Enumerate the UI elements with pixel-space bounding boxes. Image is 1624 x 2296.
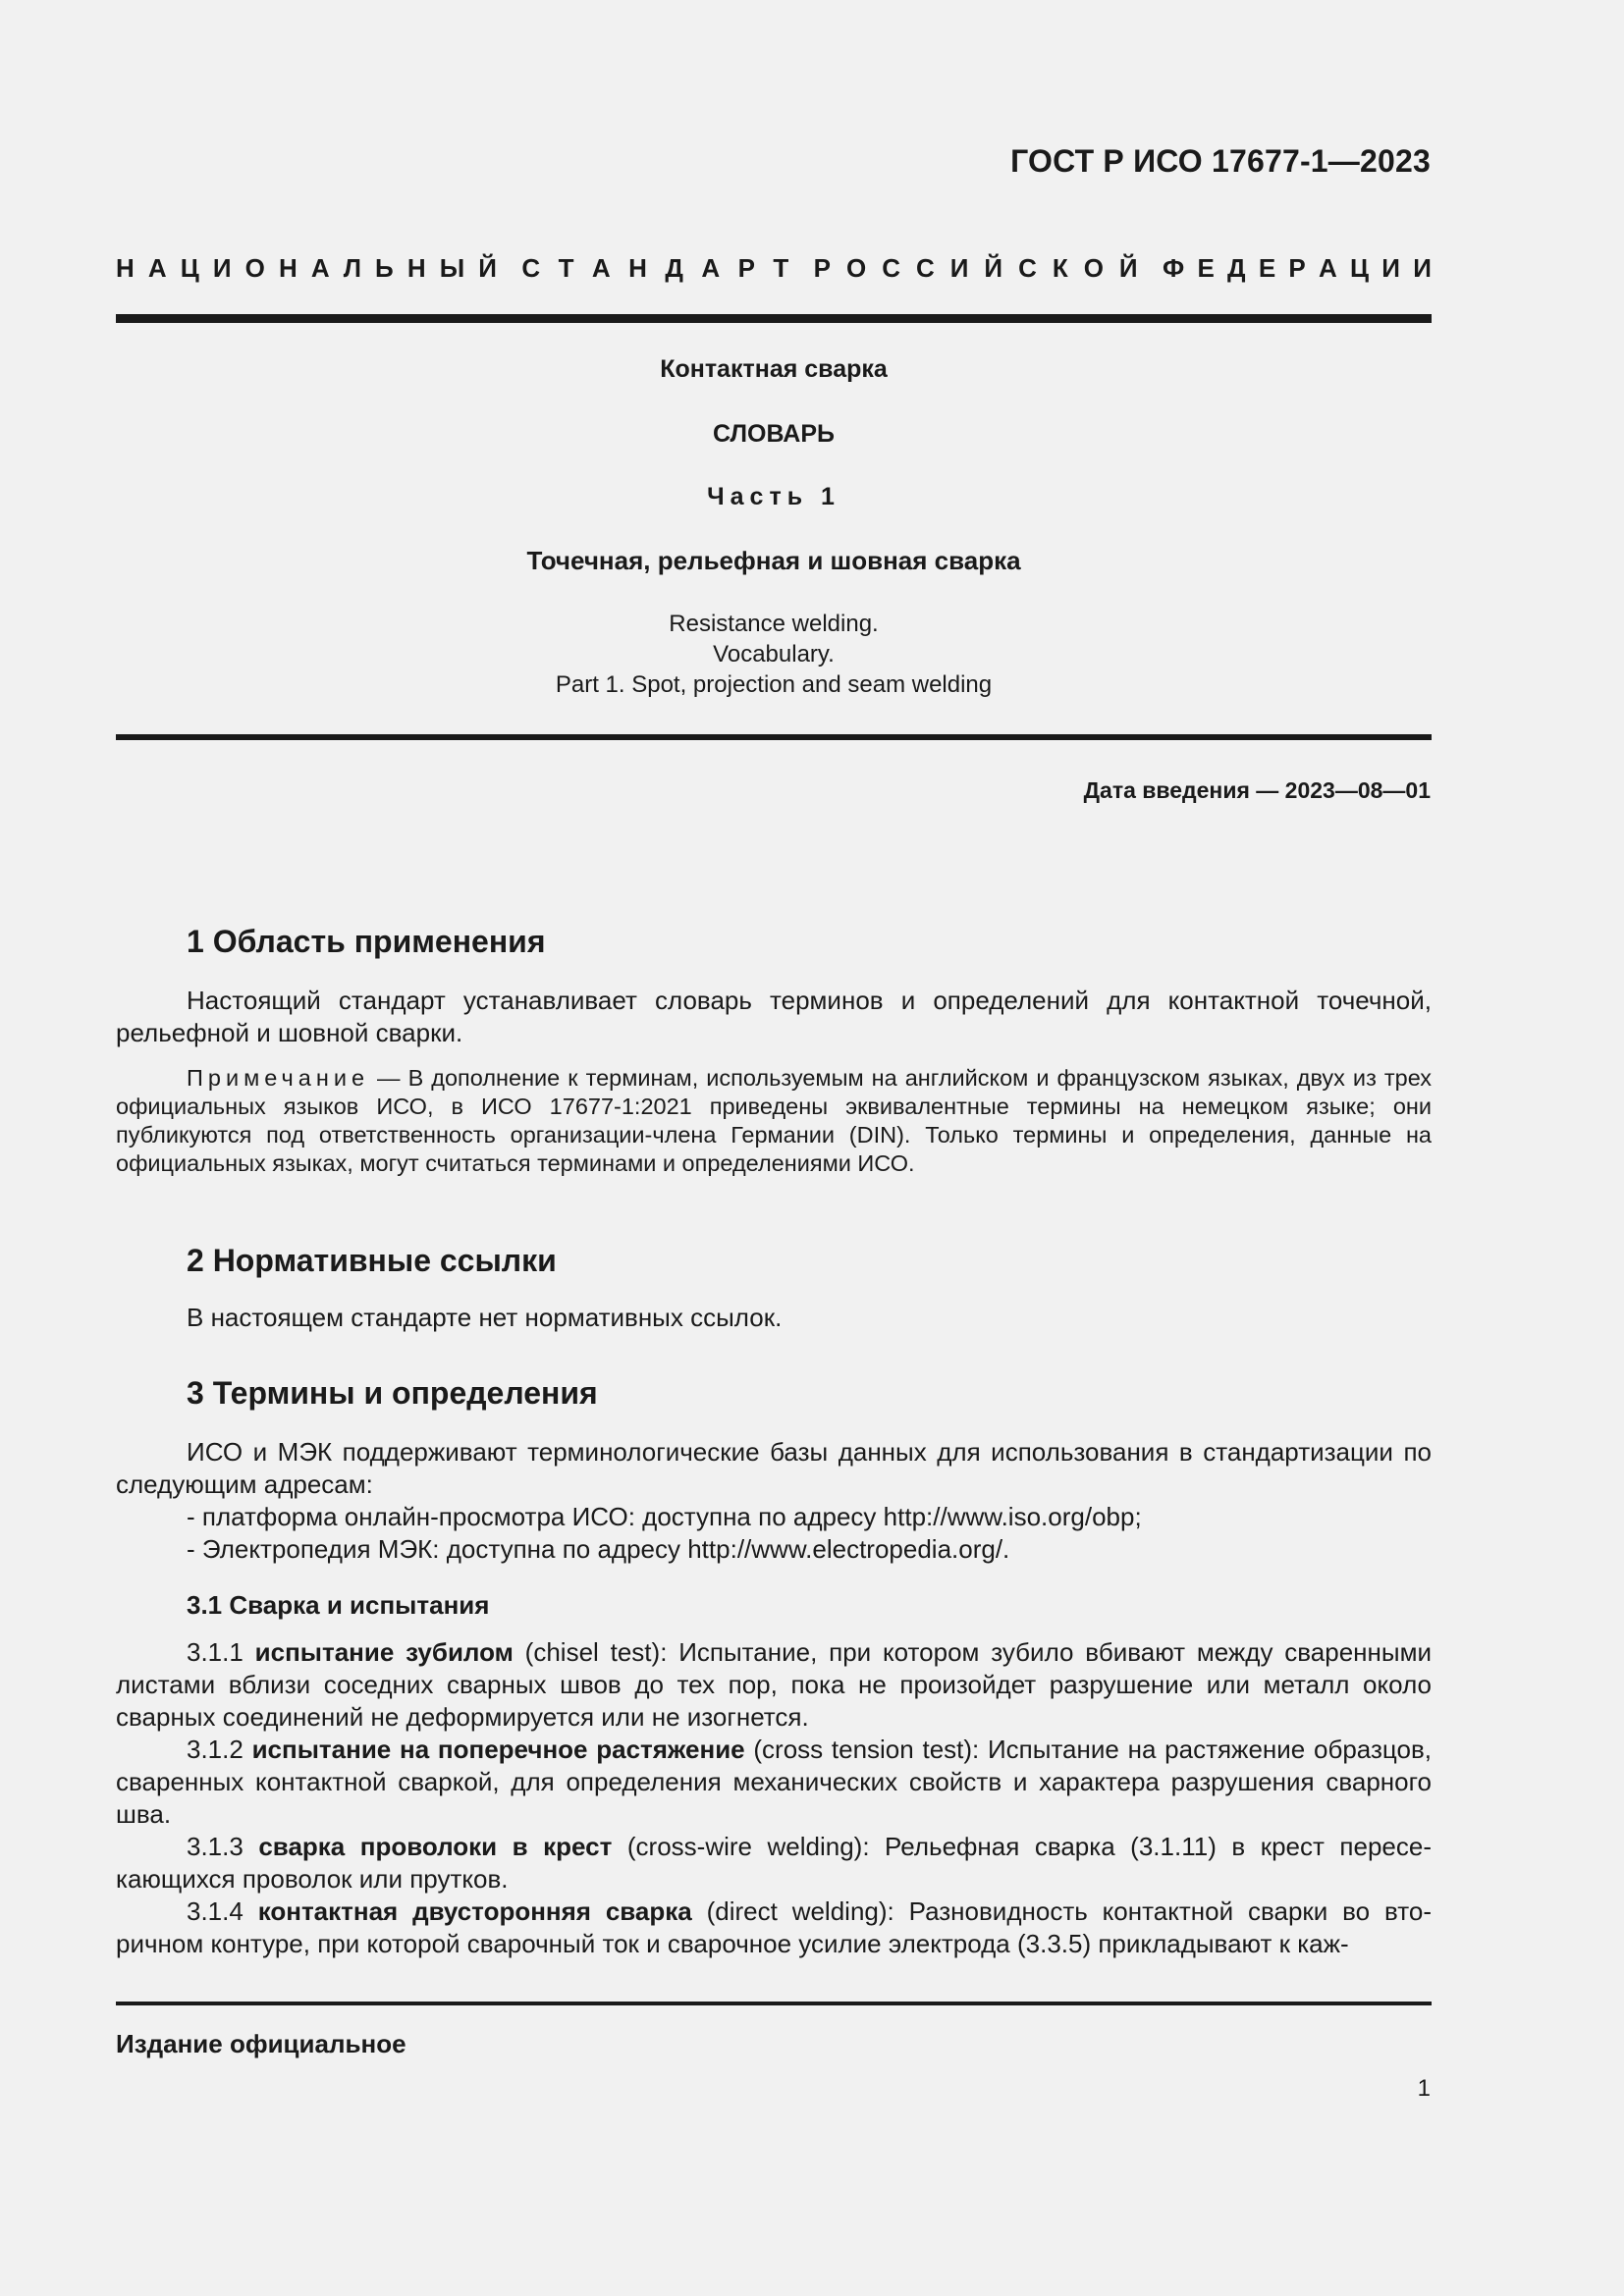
- subsection-heading: 3.1 Сварка и испытания: [187, 1590, 490, 1620]
- page-number: 1: [1417, 2075, 1431, 2102]
- note-label: Примечание: [187, 1065, 370, 1091]
- list-item: - Электропедия МЭК: доступна по адресу http://www.electropedia.org/.: [187, 1534, 1010, 1564]
- term-definition: (chisel test): Испытание, при котором зубило вбивают между сваренными листами вблизи соседних сварных швов до тех пор, пока не произойдет разрушение или металл около сварных соединений не деформируется или не изогнется.: [116, 1637, 1432, 1732]
- section-heading: 3 Термины и определения: [187, 1375, 598, 1411]
- term-name: испытание на поперечное растяжение: [251, 1735, 745, 1764]
- introduction-date: Дата введения — 2023—08—01: [1083, 777, 1431, 803]
- banner-word: С Т А Н Д А Р Т: [521, 253, 789, 283]
- edition-label: Издание официальное: [116, 2029, 406, 2058]
- title-subtitle: Точечная, рельефная и шовная сварка: [526, 546, 1021, 575]
- standard-designation: ГОСТ Р ИСО 17677-1—2023: [1010, 143, 1431, 179]
- term-name: испытание зубилом: [254, 1637, 514, 1667]
- footer-divider: [116, 2002, 1432, 2005]
- note-text: — В дополнение к терминам, используемым на английском и французском языках, двух из трех официальных языков ИСО, в ИСО 17677-1:2021 приведены эквивалентные термины на немецком языке; они публикуются под ответственность организации-члена Германии (DIN). Только термины и определения, данные на официальных языках, могут считаться терминами и определениями ИСО.: [116, 1065, 1432, 1176]
- list-item: - платформа онлайн-просмотра ИСО: доступна по адресу http://www.iso.org/obp;: [187, 1502, 1142, 1531]
- title-part: Часть 1: [707, 483, 840, 510]
- terms-list: [116, 1636, 1432, 1960]
- term-number: 3.1.2: [187, 1735, 252, 1764]
- paragraph: В настоящем стандарте нет нормативных ссылок.: [187, 1303, 783, 1332]
- title-english-line: Resistance welding.: [669, 611, 879, 637]
- term-definition: (direct welding): Разновидность контактной сварки во вторичном контуре, при которой сварочный ток и сварочное усилие электрода (3.3.5) прикладывают к каж-: [116, 1896, 1432, 1958]
- title-english-line: Part 1. Spot, projection and seam welding: [555, 671, 993, 698]
- term-number: 3.1.1: [187, 1637, 255, 1667]
- note: [116, 1064, 1432, 1178]
- title-name: Контактная сварка: [660, 355, 888, 383]
- paragraph: Настоящий стандарт устанавливает словарь терминов и определений для контактной точечной, рельефной и шовной сварки.: [116, 986, 1432, 1047]
- divider: [116, 734, 1432, 740]
- term-number: 3.1.4: [187, 1896, 258, 1926]
- term-definition: (cross-wire welding): Рельефная сварка (3.1.11) в крест пересекающихся проволок или прутков.: [116, 1832, 1432, 1894]
- title-english: [116, 609, 1432, 700]
- term-definition: (cross tension test): Испытание на растяжение образцов, сваренных контактной сваркой, для определения механических свойств и характера разрушения сварного шва.: [116, 1735, 1432, 1829]
- term-entry: [116, 1636, 1432, 1734]
- national-standard-banner: [116, 253, 1432, 284]
- term-name: контактная двусторонняя сварка: [257, 1896, 692, 1926]
- section-heading: 2 Нормативные ссылки: [187, 1243, 557, 1278]
- title-vocabulary: СЛОВАРЬ: [713, 420, 835, 448]
- title-english-line: Vocabulary.: [713, 641, 835, 667]
- term-name: сварка проволоки в крест: [258, 1832, 613, 1861]
- section-heading: 1 Область применения: [187, 924, 546, 959]
- banner-word: Ф Е Д Е Р А Ц И И: [1162, 253, 1432, 283]
- term-entry: [116, 1896, 1432, 1960]
- divider-thick: [116, 314, 1432, 323]
- banner-word: Р О С С И Й С К О Й: [813, 253, 1138, 283]
- term-number: 3.1.3: [187, 1832, 259, 1861]
- term-entry: [116, 1734, 1432, 1831]
- paragraph: ИСО и МЭК поддерживают терминологические базы данных для использования в стандартизации по следующим адресам:: [116, 1437, 1432, 1499]
- term-entry: [116, 1831, 1432, 1896]
- banner-word: Н А Ц И О Н А Л Ь Н Ы Й: [116, 253, 497, 283]
- link-list: [187, 1501, 1432, 1566]
